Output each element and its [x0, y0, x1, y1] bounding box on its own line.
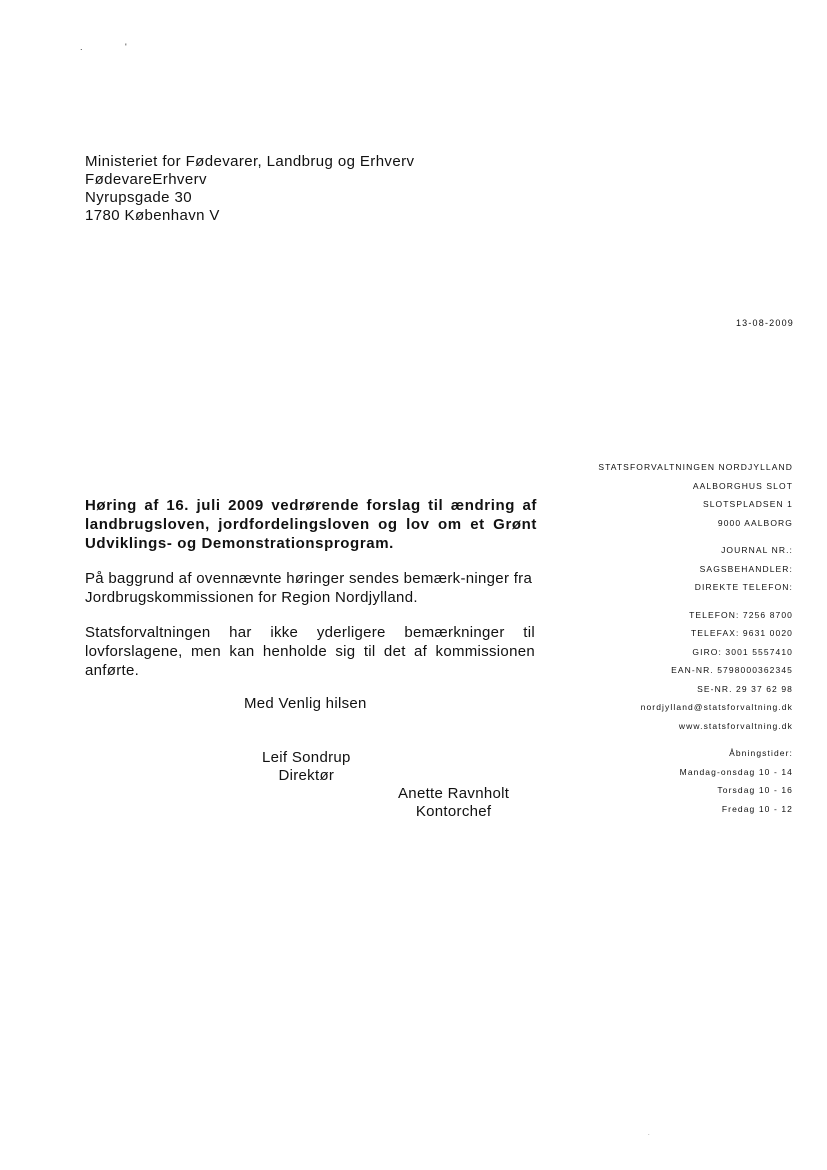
recipient-line: Ministeriet for Fødevarer, Landbrug og Erhverv: [85, 153, 415, 170]
body-paragraph: På baggrund af ovennævnte høringer sendes bemærk-ninger fra Jordbrugskommissionen for Region Nordjylland.: [85, 570, 533, 606]
opening-hours: Torsdag 10 - 16: [717, 785, 793, 795]
sender-info-column: [598, 458, 793, 818]
recipient-line: 1780 København V: [85, 207, 220, 224]
body-paragraph: Statsforvaltningen har ikke yderligere bemærkninger til lovforslagene, men kan henholde sig til det af kommissionen anførte.: [85, 624, 535, 679]
website: www.statsforvaltning.dk: [678, 720, 793, 731]
caseworker-label: SAGSBEHANDLER:: [699, 563, 793, 574]
sender-address: SLOTSPLADSEN 1: [702, 499, 793, 509]
closing-greeting: Med Venlig hilsen: [244, 695, 367, 712]
letter-date: 13-08-2009: [735, 318, 794, 328]
ean-number: EAN-NR. 5798000362345: [671, 665, 793, 675]
scan-speck: ': [125, 42, 129, 52]
recipient-line: FødevareErhverv: [85, 171, 207, 188]
email: nordjylland@statsforvaltning.dk: [640, 702, 793, 712]
giro: GIRO: 3001 5557410: [692, 646, 793, 657]
letter-subject: Høring af 16. juli 2009 vedrørende forslag til ændring af landbrugsloven, jordfordelingsloven og lov om et Grønt Udviklings- og Demonstrationsprogram.: [85, 497, 537, 552]
scan-speck: .: [80, 42, 85, 52]
scan-specks: [80, 42, 165, 52]
recipient-address: [85, 153, 414, 225]
signatory-title: Direktør: [278, 767, 335, 784]
opening-hours-label: Åbningstider:: [729, 748, 793, 758]
opening-hours: Mandag-onsdag 10 - 14: [679, 766, 793, 777]
signature-block-office-chief: [398, 785, 509, 821]
phone: TELEFON: 7256 8700: [689, 609, 793, 620]
opening-hours: Fredag 10 - 12: [721, 803, 793, 814]
fax: TELEFAX: 9631 0020: [690, 628, 793, 638]
signature-block-director: [262, 749, 351, 785]
sender-postal: 9000 AALBORG: [717, 517, 793, 528]
signatory-name: Anette Ravnholt: [398, 785, 510, 802]
signatory-name: Leif Sondrup: [262, 749, 351, 766]
signatory-title: Kontorchef: [415, 803, 492, 820]
se-number: SE-NR. 29 37 62 98: [697, 683, 793, 694]
sender-address: AALBORGHUS SLOT: [692, 480, 793, 491]
journal-label: JOURNAL NR.:: [721, 545, 793, 555]
sender-name: STATSFORVALTNINGEN NORDJYLLAND: [598, 462, 793, 472]
recipient-line: Nyrupsgade 30: [85, 189, 192, 206]
scan-speck: .: [648, 1131, 650, 1137]
direct-phone-label: DIREKTE TELEFON:: [694, 582, 793, 592]
